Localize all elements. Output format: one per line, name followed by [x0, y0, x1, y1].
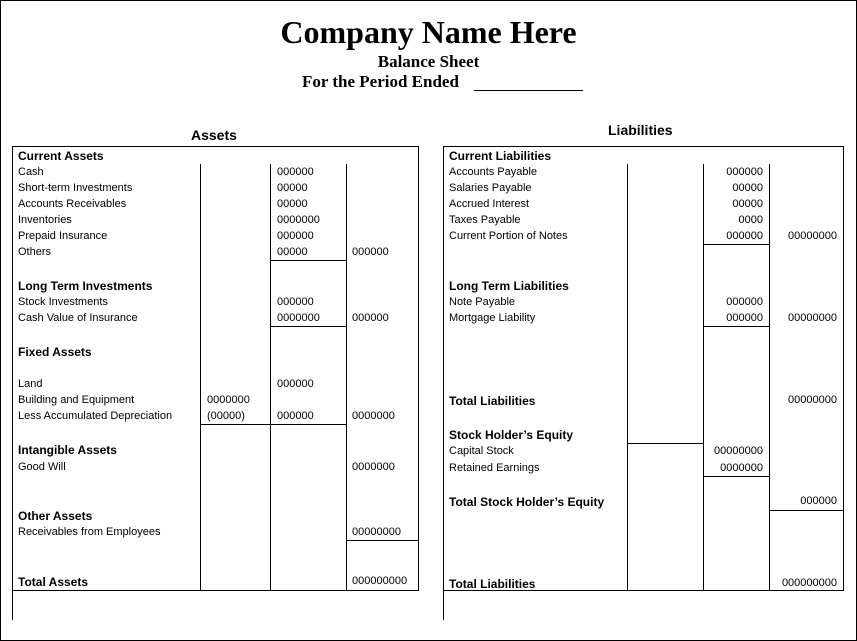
asset-row-detail: 0000000: [207, 394, 250, 406]
liabilities-underline: [769, 510, 843, 511]
assets-underline: [200, 424, 346, 425]
asset-row-amount: 00000: [277, 246, 308, 258]
intangible-assets-total: 0000000: [352, 461, 395, 473]
asset-row-amount: 000000: [277, 166, 314, 178]
liabilities-underline: [627, 443, 703, 444]
liabilities-underline: [703, 326, 769, 327]
asset-row-amount: 000000: [277, 230, 314, 242]
asset-row-amount: 000000: [277, 378, 314, 390]
asset-row-label: Inventories: [18, 214, 72, 226]
asset-row-label: Stock Investments: [18, 296, 108, 308]
other-assets-heading: Other Assets: [18, 509, 93, 523]
asset-row-label: Short-term Investments: [18, 182, 133, 194]
other-assets-total: 00000000: [352, 526, 401, 538]
equity-row-label: Retained Earnings: [449, 462, 540, 474]
liabilities-underline: [703, 476, 769, 477]
liabilities-col-line-1: [627, 164, 628, 591]
asset-row-label: Less Accumulated Depreciation: [18, 410, 173, 422]
long-term-liabilities-total: 00000000: [788, 312, 837, 324]
liability-row-label: Taxes Payable: [449, 214, 521, 226]
asset-row-amount: 000000: [277, 296, 314, 308]
period-label: For the Period Ended: [302, 72, 459, 91]
liability-row-label: Current Portion of Notes: [449, 230, 568, 242]
grand-total-liabilities-amount: 000000000: [781, 577, 837, 589]
period-blank-line: [474, 90, 583, 91]
fixed-assets-total: 0000000: [352, 410, 395, 422]
liabilities-header-rule: [443, 146, 844, 147]
assets-col-line-2: [270, 164, 271, 591]
assets-right-border: [418, 146, 419, 591]
document-title: Balance Sheet: [377, 52, 480, 71]
intangible-assets-heading: Intangible Assets: [18, 443, 117, 457]
fixed-assets-heading: Fixed Assets: [18, 345, 92, 359]
asset-row-label: Good Will: [18, 461, 66, 473]
current-liabilities-heading: Current Liabilities: [449, 149, 552, 163]
asset-row-amount: 000000: [277, 410, 314, 422]
grand-total-liabilities-label: Total Liabilities: [449, 577, 536, 591]
liability-row-amount: 0000: [738, 214, 763, 226]
asset-row-label: Land: [18, 378, 43, 390]
asset-row-amount: 0000000: [277, 312, 320, 324]
liability-row-label: Mortgage Liability: [449, 312, 536, 324]
asset-row-label: Receivables from Employees: [18, 526, 161, 538]
assets-underline: [270, 260, 346, 261]
liability-row-label: Note Payable: [449, 296, 516, 308]
asset-row-amount: 0000000: [277, 214, 320, 226]
total-assets-label: Total Assets: [18, 575, 89, 589]
current-liabilities-total: 00000000: [788, 230, 837, 242]
assets-header-rule: [12, 146, 419, 147]
current-assets-heading: Current Assets: [18, 149, 104, 163]
liabilities-col-line-3: [769, 164, 770, 591]
assets-underline: [270, 326, 346, 327]
total-equity-amount: 000000: [800, 495, 837, 507]
liability-row-amount: 000000: [726, 166, 763, 178]
assets-col-line-1: [200, 164, 201, 591]
asset-row-amount: 00000: [277, 182, 308, 194]
asset-row-label: Accounts Receivables: [18, 198, 127, 210]
long-term-investments-heading: Long Term Investments: [18, 279, 153, 293]
liabilities-title: Liabilities: [608, 122, 673, 138]
liabilities-col-line-2: [703, 164, 704, 591]
asset-row-label: Building and Equipment: [18, 394, 135, 406]
assets-left-border: [12, 146, 13, 620]
asset-row-label: Cash Value of Insurance: [18, 312, 138, 324]
company-name: Company Name Here: [280, 14, 577, 50]
long-term-investments-total: 000000: [352, 312, 389, 324]
assets-bottom-rule: [12, 590, 419, 591]
stockholders-equity-heading: Stock Holder’s Equity: [449, 428, 574, 442]
total-liabilities-label: Total Liabilities: [449, 394, 536, 408]
total-assets-amount: 000000000: [352, 575, 408, 587]
asset-row-amount: 00000: [277, 198, 308, 210]
liability-row-amount: 000000: [726, 312, 763, 324]
asset-row-label: Others: [18, 246, 52, 258]
total-liabilities-amount: 00000000: [788, 394, 837, 406]
equity-row-label: Capital Stock: [449, 445, 514, 457]
assets-underline: [346, 540, 418, 541]
asset-row-label: Prepaid Insurance: [18, 230, 108, 242]
asset-row-detail: (00000): [207, 410, 245, 422]
asset-row-label: Cash: [18, 166, 44, 178]
liability-row-label: Accrued Interest: [449, 198, 530, 210]
current-assets-total: 000000: [352, 246, 389, 258]
liability-row-amount: 000000: [726, 230, 763, 242]
liability-row-amount: 00000: [732, 182, 763, 194]
liability-row-amount: 00000: [732, 198, 763, 210]
long-term-liabilities-heading: Long Term Liabilities: [449, 279, 569, 293]
liabilities-left-border: [443, 146, 444, 620]
liability-row-label: Salaries Payable: [449, 182, 532, 194]
total-equity-label: Total Stock Holder’s Equity: [449, 495, 605, 509]
assets-title: Assets: [191, 127, 237, 143]
assets-col-line-3: [346, 164, 347, 591]
liabilities-underline: [703, 244, 769, 245]
liability-row-amount: 000000: [726, 296, 763, 308]
liability-row-label: Accounts Payable: [449, 166, 538, 178]
equity-row-amount: 00000000: [714, 445, 763, 457]
liabilities-right-border: [843, 146, 844, 591]
equity-row-amount: 0000000: [720, 462, 763, 474]
